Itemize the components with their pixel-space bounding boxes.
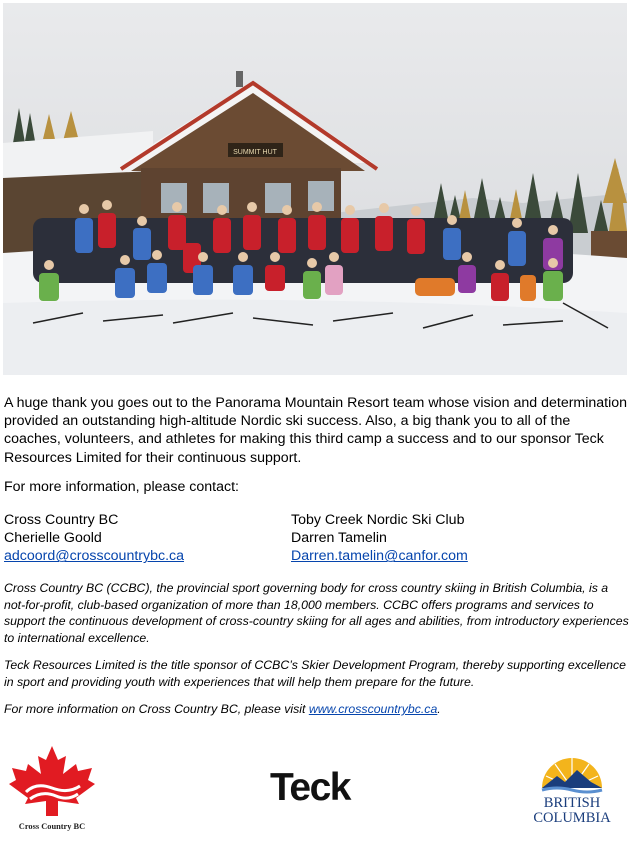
british-columbia-logo [525,746,619,834]
contact-card-toby-creek [291,511,468,566]
visit-prefix: For more information on Cross Country BC, please visit [4,702,309,716]
contact-card-ccbc [4,511,184,566]
about-ccbc-paragraph: Cross Country BC (CCBC), the provincial sport governing body for cross country skiing in British Columbia, is a not-for-profit, club-based organization of more than 18,000 members. CCBC offers programs and services to support the continuous development of cross-country skiing for all ages and abilities, from introductory experiences to international excellence. [4,581,629,646]
thank-you-paragraph: A huge thank you goes out to the Panorama Mountain Resort team whose vision and determination provided an outstanding high-altitude Nordic ski success. Also, a big thank you to all of the coaches, volunteers, and athletes for making this third camp a success and to our sponsor Teck Resources Limited for their continuous support. [4,395,628,466]
contact-email-link[interactable]: adcoord@crosscountrybc.ca [4,548,185,565]
maple-leaf-icon [6,744,98,824]
sponsor-paragraph: Teck Resources Limited is the title sponsor of CCBC’s Skier Development Program, thereby supporting excellence in sport and providing youth with experiences that will help them prepare for the future. [4,658,626,689]
group-photo [3,3,627,375]
visit-website-paragraph [4,701,629,718]
contact-name: Cherielle Goold [4,530,102,547]
contact-org: Toby Creek Nordic Ski Club [291,512,465,528]
cross-country-bc-logo [6,744,98,836]
contact-email-link[interactable]: Darren.tamelin@canfor.com [291,548,468,565]
bc-logo-line-2: COLUMBIA [533,810,611,826]
group-photo-illustration [3,3,627,375]
teck-logo: Teck [270,766,350,809]
contact-prompt: For more information, please contact: [4,479,239,495]
lodge-sign-text: SUMMIT HUT [233,149,277,156]
contact-name: Darren Tamelin [291,530,387,547]
bc-sun-mountain-icon [525,746,619,796]
website-link[interactable]: www.crosscountrybc.ca [308,702,438,716]
ccbc-logo-label: Cross Country BC [18,822,86,831]
visit-suffix: . [437,702,441,716]
bc-logo-line-1: BRITISH [543,795,601,811]
contact-org: Cross Country BC [4,512,119,528]
